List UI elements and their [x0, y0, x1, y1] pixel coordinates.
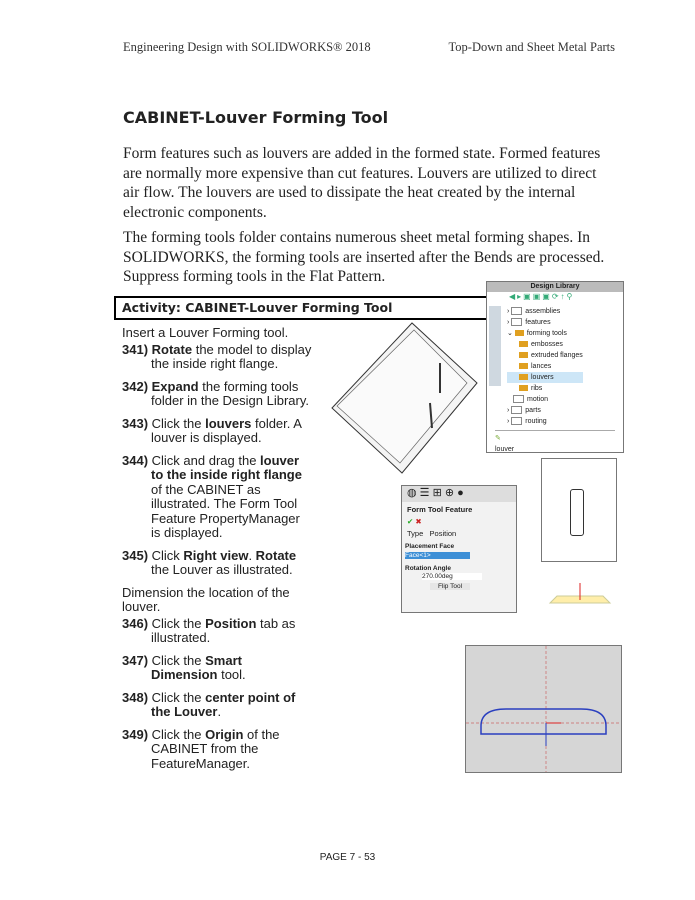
- folder-icon: [519, 374, 528, 380]
- step-number: 349): [122, 726, 152, 742]
- louver-preview-label: louver: [495, 446, 515, 453]
- step-343: [122, 417, 312, 446]
- step-text: the Louver as illustrated.: [151, 562, 293, 577]
- section-title: CABINET-Louver Forming Tool: [123, 108, 389, 127]
- step-text: of the CABINET as illustrated. The Form Tool Feature PropertyManager is displayed.: [151, 481, 300, 540]
- tab-type[interactable]: Type: [407, 529, 424, 538]
- steps-column: [122, 326, 312, 779]
- step-text: the forming tools folder in the Design Library.: [151, 378, 310, 408]
- tree-item-label: louvers: [531, 374, 554, 381]
- tree-item-label: features: [525, 319, 551, 326]
- design-library-panel: [486, 281, 624, 453]
- step-text: Click: [151, 547, 184, 563]
- rotation-angle-input[interactable]: 270.00deg: [422, 573, 482, 580]
- step-text: Rotate: [255, 547, 297, 563]
- tree-item-louvers[interactable]: [507, 372, 583, 383]
- rotation-angle-label: Rotation Angle: [405, 565, 451, 572]
- step-text: Click the: [151, 415, 206, 431]
- step-text: .: [217, 704, 222, 719]
- step-text: Position: [205, 615, 257, 631]
- tree-item-label: parts: [525, 407, 541, 414]
- paragraph: The forming tools folder contains numerous sheet metal forming shapes. In SOLIDWORKS, the forming tools are inserted after the Bends are processed. Suppress forming tools in the Flat Pattern.: [123, 229, 605, 285]
- design-library-title: Design Library: [487, 282, 623, 292]
- tree-item-label: embosses: [531, 341, 563, 348]
- folder-icon: [511, 307, 522, 315]
- step-number: 347): [122, 652, 152, 668]
- step-text: Right view: [183, 547, 249, 563]
- design-library-toolbar[interactable]: ◀ ▸ ▣ ▣ ▣ ⟳ ↑ ⚲: [509, 292, 573, 301]
- tree-item-label: ribs: [531, 385, 543, 392]
- tree-item-label: routing: [525, 418, 547, 425]
- step-text: Click the: [151, 652, 206, 668]
- tree-item-extruded-flanges[interactable]: [507, 350, 583, 361]
- tree-item-embosses[interactable]: [507, 339, 583, 350]
- placement-face-field[interactable]: Face<1>: [405, 552, 470, 559]
- step-text: Expand: [151, 378, 199, 394]
- step-text: Click the: [151, 689, 206, 705]
- step-text: Click and drag the: [151, 452, 261, 468]
- step-number: 345): [122, 547, 152, 563]
- intro-text: Insert a Louver Forming tool.: [122, 325, 289, 340]
- right-view-image: [541, 458, 617, 562]
- step-text: tab as illustrated.: [151, 615, 296, 645]
- tree-item-features[interactable]: › features: [507, 319, 551, 326]
- step-text: Smart Dimension: [151, 652, 242, 682]
- step-348: [122, 691, 312, 720]
- step-number: 344): [122, 452, 152, 468]
- pm-title: Form Tool Feature: [407, 505, 473, 514]
- tree-item-motion[interactable]: [507, 394, 583, 405]
- step-number: 346): [122, 615, 152, 631]
- cancel-button[interactable]: ✖: [415, 517, 422, 526]
- step-text: the model to display the inside right flange.: [151, 341, 312, 371]
- folder-icon: [519, 352, 528, 358]
- step-344: [122, 454, 312, 541]
- folder-icon: [513, 395, 524, 403]
- folder-icon: [519, 341, 528, 347]
- louver-tool-icon: ✎: [495, 435, 501, 442]
- tree-item-label: motion: [527, 396, 549, 403]
- louver-outline: [570, 489, 584, 536]
- step-text: center point of the Louver: [151, 689, 296, 719]
- tree-item-forming-tools[interactable]: ⌄ forming tools: [507, 330, 567, 337]
- step-347: [122, 654, 312, 683]
- cabinet-model-image: [322, 308, 482, 478]
- running-header-right: Top-Down and Sheet Metal Parts: [448, 40, 615, 54]
- folder-icon: [511, 318, 522, 326]
- placement-face-label: Placement Face: [405, 543, 455, 550]
- step-number: 341): [122, 341, 152, 357]
- tab-position[interactable]: Position: [429, 529, 457, 538]
- folder-icon: [511, 406, 522, 414]
- step-text: Origin: [205, 726, 244, 742]
- ok-button[interactable]: ✔: [407, 517, 414, 526]
- design-library-sidebar-tabs[interactable]: [489, 306, 501, 386]
- pm-tabs[interactable]: ◍ ☰ ⊞ ⊕ ●: [402, 486, 516, 502]
- activity-box: Activity: CABINET-Louver Forming Tool: [114, 296, 618, 320]
- folder-icon: [515, 330, 524, 336]
- form-tool-propertymanager: [401, 485, 517, 613]
- step-text: .: [248, 547, 256, 563]
- position-preview-image: [545, 578, 615, 608]
- tree-item-parts[interactable]: › parts: [507, 407, 541, 414]
- step-number: 342): [122, 378, 152, 394]
- step-text: Rotate: [151, 341, 193, 357]
- step-text: of the CABINET from the FeatureManager.: [151, 726, 280, 771]
- louver-preview[interactable]: [495, 430, 615, 455]
- step-number: 343): [122, 415, 152, 431]
- step-text: tool.: [217, 667, 246, 682]
- running-header-left: Engineering Design with SOLIDWORKS® 2018: [123, 40, 371, 54]
- tree-item-routing[interactable]: › routing: [507, 418, 547, 425]
- tree-item-lances[interactable]: [507, 361, 583, 372]
- step-text: folder. A louver is displayed.: [151, 415, 302, 445]
- step-349: [122, 728, 312, 772]
- paragraph: Form features such as louvers are added in the formed state. Formed features are normally more expensive than cut features. Louvers are utilized to direct air flow. The louvers are used to dissipate the heat created by the internal electronic components.: [123, 145, 601, 221]
- step-341: [122, 343, 312, 372]
- tree-item-label: extruded flanges: [531, 352, 583, 359]
- tree-item-assemblies[interactable]: › assemblies: [507, 308, 561, 315]
- step-text: Click the: [151, 726, 206, 742]
- step-text: louvers: [205, 415, 252, 431]
- tree-item-ribs[interactable]: [507, 383, 583, 394]
- flip-tool-button[interactable]: Flip Tool: [430, 583, 470, 590]
- tree-item-label: forming tools: [526, 330, 567, 337]
- folder-icon: [519, 385, 528, 391]
- step-345: [122, 549, 312, 578]
- page-footer: PAGE 7 - 53: [319, 852, 376, 863]
- step-text: Click the: [151, 615, 206, 631]
- step-text: louver to the inside right flange: [151, 452, 302, 482]
- step-342: [122, 380, 312, 409]
- step-number: 348): [122, 689, 152, 705]
- folder-icon: [519, 363, 528, 369]
- step-346: [122, 617, 312, 646]
- dimension-note: Dimension the location of the louver.: [122, 584, 290, 614]
- folder-icon: [511, 417, 522, 425]
- tree-item-label: assemblies: [525, 308, 561, 315]
- tree-item-label: lances: [531, 363, 552, 370]
- sketch-view-image: [465, 645, 622, 773]
